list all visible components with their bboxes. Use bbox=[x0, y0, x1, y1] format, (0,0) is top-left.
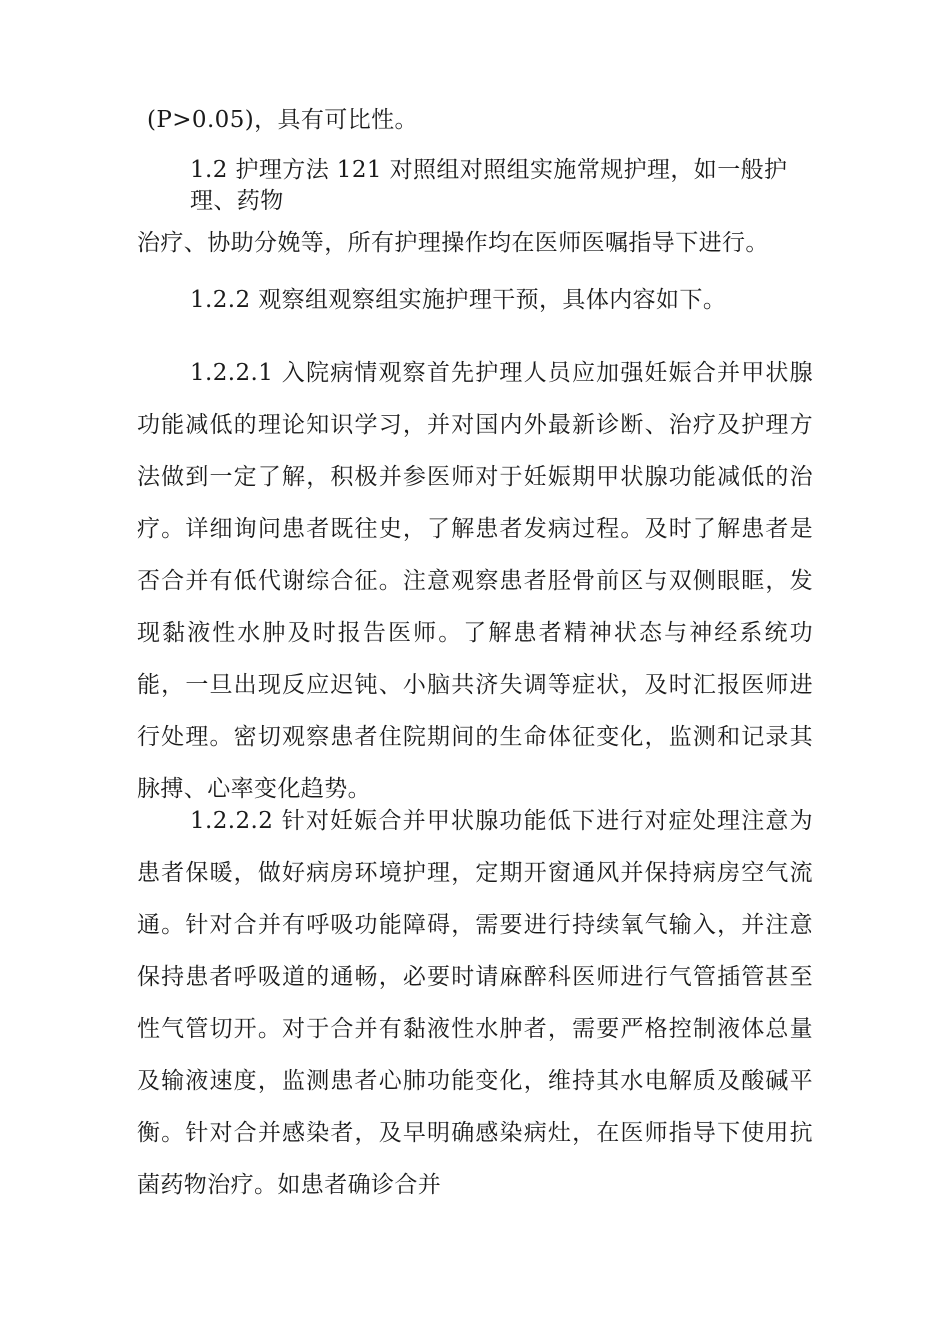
text-line-routine-care: 治疗、协助分娩等，所有护理操作均在医师医嘱指导下进行。 bbox=[137, 230, 769, 256]
text-line-continuation: 理、药物 bbox=[190, 188, 284, 214]
paragraph-symptomatic-treatment: 1.2.2.2 针对妊娠合并甲状腺功能低下进行对症处理注意为患者保暖，做好病房环境护理，定期开窗通风并保持病房空气流通。针对合并有呼吸功能障碍，需要进行持续氧气输入，并注意保持患者呼吸道的通畅，必要时请麻醉科医师进行气管插管甚至性气管切开。对于合并有黏液性水肿者，需要严格控制液体总量及输液速度，监测患者心肺功能变化，维持其水电解质及酸碱平衡。针对合并感染者，及早明确感染病灶，在医师指导下使用抗菌药物治疗。如患者确诊合并 bbox=[137, 808, 813, 1198]
text-line-comparability: (P>0.05)，具有可比性。 bbox=[147, 107, 418, 133]
paragraph-admission-observation: 1.2.2.1 入院病情观察首先护理人员应加强妊娠合并甲状腺功能减低的理论知识学习，并对国内外最新诊断、治疗及护理方法做到一定了解，积极并参医师对于妊娠期甲状腺功能减低的治疗。详细询问患者既往史，了解患者发病过程。及时了解患者是否合并有低代谢综合征。注意观察患者胫骨前区与双侧眼眶，发现黏液性水肿及时报告医师。了解患者精神状态与神经系统功能，一旦出现反应迟钝、小脑共济失调等症状，及时汇报医师进行处理。密切观察患者住院期间的生命体征变化，监测和记录其脉搏、心率变化趋势。 bbox=[137, 360, 813, 802]
heading-observation-group: 1.2.2 观察组观察组实施护理干预，具体内容如下。 bbox=[190, 287, 727, 313]
heading-nursing-method: 1.2 护理方法 121 对照组对照组实施常规护理，如一般护 bbox=[190, 157, 788, 183]
